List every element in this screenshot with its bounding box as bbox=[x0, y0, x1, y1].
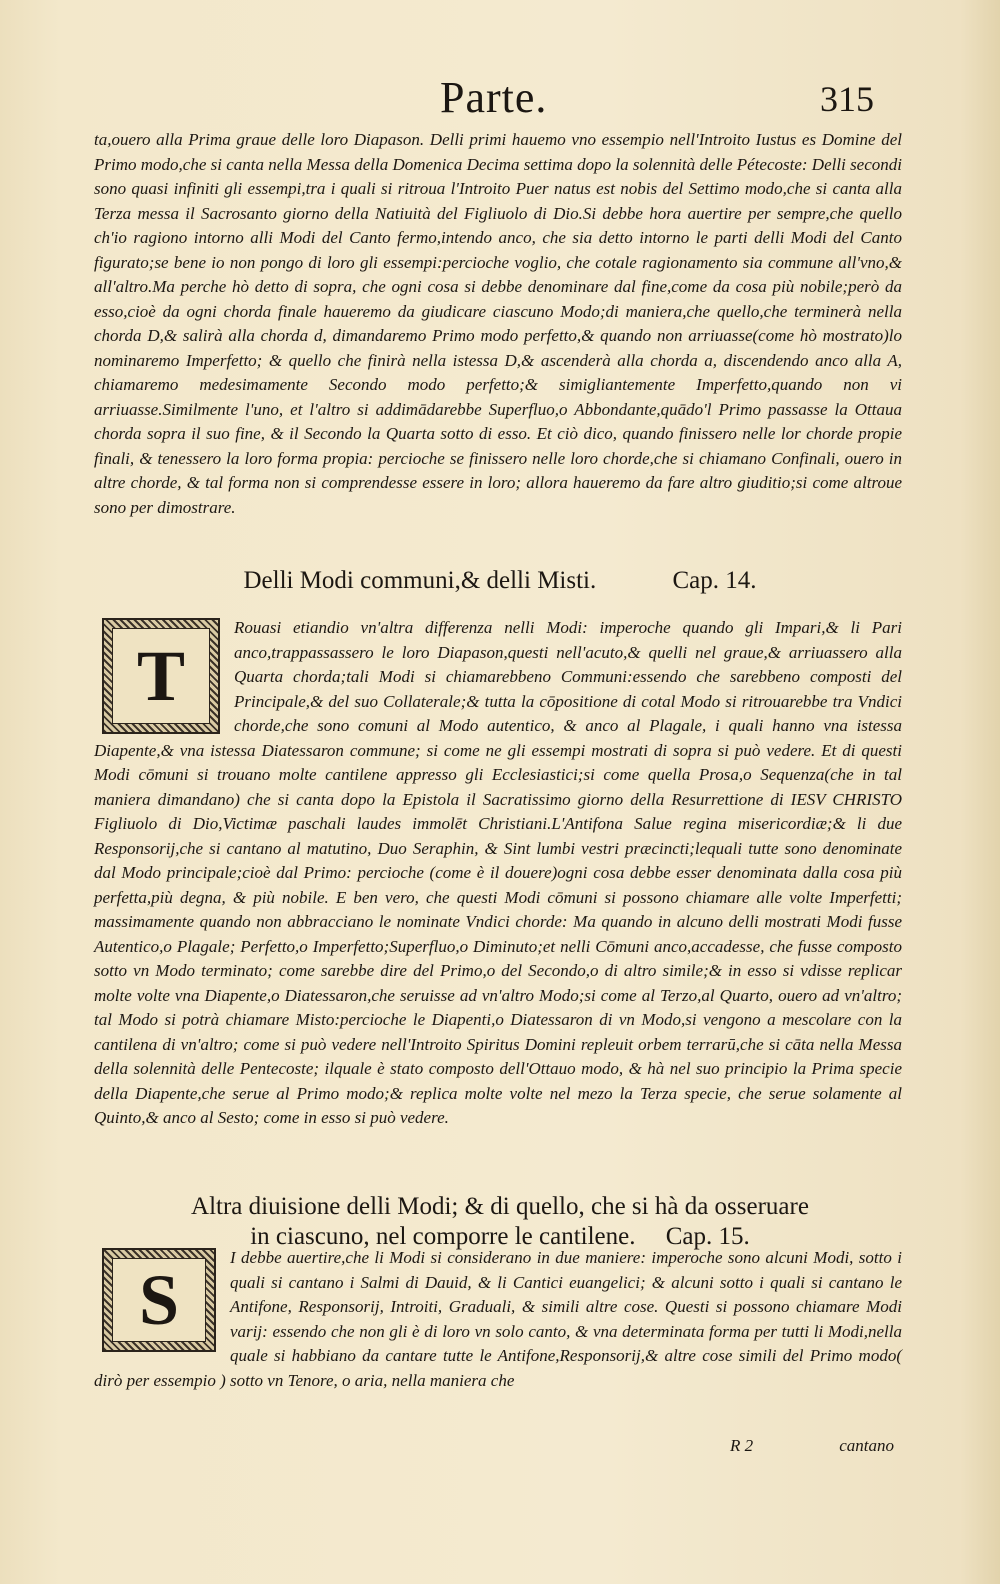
initial-letter: T bbox=[112, 628, 210, 724]
chapter-15-body bbox=[94, 1246, 902, 1393]
running-head bbox=[0, 72, 1000, 132]
chapter-15-title-line-2: in ciascuno, nel comporre le cantilene. bbox=[250, 1223, 636, 1250]
catchword: cantano bbox=[839, 1436, 894, 1455]
initial-letter: S bbox=[112, 1258, 206, 1342]
chapter-15-number: Cap. 15. bbox=[665, 1223, 750, 1250]
chapter-14-title: Delli Modi communi,& delli Misti. bbox=[243, 567, 597, 594]
paragraph-continuation: ta,ouero alla Prima graue delle loro Diapason. Delli primi hauemo vno essempio nell'Introito Iustus es Domine del Primo modo,che si canta nella Messa della Domenica Decima settima dopo la solennità delle Pétecoste: Delli secondi sono quasi infiniti gli essempi,tra i quali si ritroua l'Introito Puer natus est nobis del Settimo modo,che si canta alla Terza messa il Sacrosanto giorno della Natiuità del Figliuolo di Dio.Si debbe hora auertire per sempre,che quello ch'io ragiono intorno alli Modi del Canto fermo,intendo anco, che sia detto intorno le parti delli Modi del Canto figurato;se bene io non pongo di loro gli essempi:percioche voglio, che cotale ragionamento sia commune all'vno,& all'altro.Ma perche hò detto di sopra, che ogni cosa si debbe denominare dal fine,come da cosa più nobile;però da esso,cioè da ogni chorda finale haueremo da giudicare ciascuno Modo;di maniera,che quello,che terminerà nella chorda D,& salirà alla chorda d, dimandaremo Primo modo perfetto,& quando non arriuasse(come hò mostrato)lo nominaremo Imperfetto; & quello che finirà nella istessa D,& ascenderà alla chorda a, discendendo anco alla A, chiamaremo medesimamente Secondo modo perfetto;& simigliantemente Imperfetto,quando non vi arriuasse.Similmente l'uno, et l'altro si addimādarebbe Superfluo,o Abbondante,quādo'l Primo passasse la Ottaua chorda sopra il suo fine, & il Secondo la Quarta sotto di esso. Et ciò dico, quando finissero nelle lor chorde propie finali, & tenessero la loro forma propia: percioche se finissero nelle loro chorde,che si chiamano Confinali, ouero in altre chorde, & tal forma non si comprendesse essere in loro; allora haueremo da fare altro giuditio;si come altroue sono per dimostrare. bbox=[94, 130, 902, 517]
chapter-14-number: Cap. 14. bbox=[672, 567, 757, 594]
decorated-initial-s bbox=[102, 1248, 216, 1352]
chapter-15-text: I debbe auertire,che li Modi si considerano in due maniere: imperoche sono alcuni Modi, sotto i quali si cantano i Salmi di Dauid, & li Cantici euangelici; & alcuni sotto i quali si cantano le Antifone, Responsorij, Introiti, Graduali, & simili altre cose. Questi si possono chiamare Modi varij: essendo che non gli è di loro vn solo canto, & vna determinata forma per tutti li Modi,nella quale si habbiano da cantare tutte le Antifone,Responsorij,& altre cose simili del Primo modo( dirò per essempio ) sotto vn Tenore, o aria, nella maniera che bbox=[94, 1248, 902, 1390]
chapter-14-body bbox=[94, 616, 902, 1131]
chapter-15-heading bbox=[0, 1192, 1000, 1252]
page-number: 315 bbox=[820, 79, 874, 119]
signature-mark: R 2 bbox=[730, 1436, 754, 1455]
decorated-initial-t bbox=[102, 618, 220, 734]
chapter-14-heading bbox=[0, 566, 1000, 596]
chapter-15-title-line-1: Altra diuisione delli Modi; & di quello, che si hà da osseruare bbox=[191, 1193, 809, 1220]
chapter-14-text: Rouasi etiandio vn'altra differenza nelli Modi: imperoche quando gli Impari,& li Pari anco,trappassassero le loro Diapason,questi nell'acuto,& quelli nel graue,& arriuassero alla Quarta chorda;tali Modi si chiamarebbeno Communi:essendo che sarebbeno composti del Principale,& del suo Collaterale;& tutta la cōpositione di cotal Modo si ritrouarebbe tra Vndici chorde,che sono comuni al Modo autentico, & anco al Plagale, i quali hanno vna istessa Diapente,& vna istessa Diatessaron commune; si come ne gli essempi mostrati di sopra si può vedere. Et di questi Modi cōmuni si trouano molte cantilene appresso gli Ecclesiastici;si come quella Prosa,o Sequenza(che in tal maniera dimandano) che si canta dopo la Epistola il Sacratissimo giorno della Resurrettione di IESV CHRISTO Figliuolo di Dio,Victimæ paschali laudes immolēt Christiani.L'Antifona Salue regina misericordiæ;& li due Responsorij,che si cantano al matutino, Duo Seraphin, & Sint lumbi vestri præcincti;lequali tutte sono denominate dal Modo principale;cioè dal Primo: percioche (come è il douere)ogni cosa debbe esser denominata dalla cosa più perfetta,più degna, & più nobile. E ben vero, che questi Modi cōmuni si possono chiamare alle volte Imperfetti; massimamente quando non abbracciano le nominate Vndici chorde: Ma quando in alcuno delli mostrati Modi fusse Autentico,o Plagale; Perfetto,o Imperfetto;Superfluo,o Diminuto;et nelli Cōmuni anco,accadesse, che fusse composto sotto vn Modo terminato; come sarebbe dire del Primo,o del Secondo,o di altro simile;& in esso si vdisse replicar molte volte vna Diapente,o Diatessaron,che seruisse ad vn'altro Modo;si come al Terzo,al Quarto, ouero ad vn'altro; tal Modo si potrà chiamare Misto:percioche le Diapenti,o Diatessaron di vn Modo,si vengono a mescolare con la cantilena di vn'altro; come si può vedere nell'Introito Spiritus Domini repleuit orbem terrarū,che si cāta nella Messa della solennità delle Pentecoste; ilquale è stato composto dell'Ottauo modo, & hà nel suo principio la Prima specie della Diapente,che serue al Primo modo;& replica molte volte nel mezo la Terza specie, che serue solamente al Quinto,& anco al Sesto; come in esso si può vedere. bbox=[94, 618, 902, 1127]
running-head-title: Parte. bbox=[440, 73, 548, 122]
page-footer bbox=[94, 1436, 902, 1460]
